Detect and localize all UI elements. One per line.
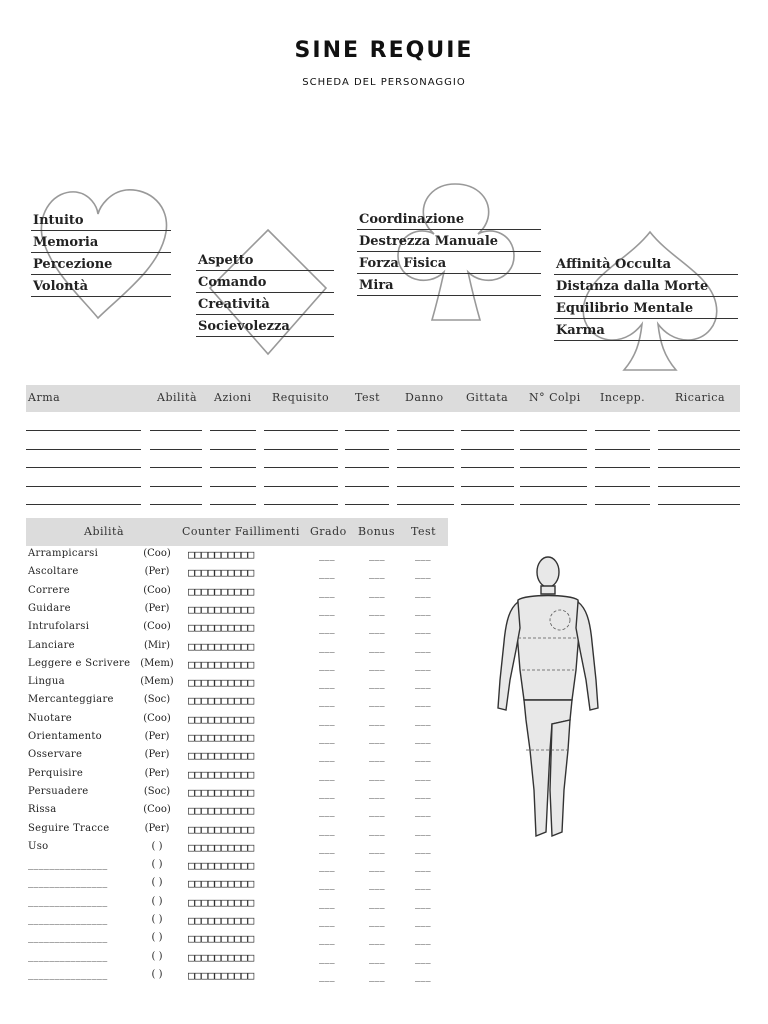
skill-attribute: ( ) xyxy=(151,877,163,889)
attribute-equilibrio-mentale: Equilibrio Mentale xyxy=(554,300,738,319)
skill-name: Persuadere xyxy=(28,785,89,797)
skill-fail-checkboxes[interactable]: □□□□□□□□□□ xyxy=(188,731,255,744)
skill-attribute: (Per) xyxy=(144,731,170,742)
skill-bonus-field[interactable]: ___ xyxy=(369,568,385,580)
skill-attribute: (Coo) xyxy=(143,584,171,596)
skill-name: Uso xyxy=(28,840,49,852)
skill-bonus-field[interactable]: ___ xyxy=(369,641,385,653)
skill-name: Mercanteggiare xyxy=(28,694,114,706)
weapon-row-1-cell-10[interactable] xyxy=(658,430,740,431)
weapon-row-2-cell-2[interactable] xyxy=(150,449,202,450)
weapons-col-arma: Arma xyxy=(28,391,61,404)
weapon-row-3-cell-4[interactable] xyxy=(264,467,338,468)
attribute-karma: Karma xyxy=(554,322,738,341)
skill-attribute: ( ) xyxy=(151,932,163,944)
skill-test-field[interactable]: ___ xyxy=(415,879,431,891)
skill-bonus-field[interactable]: ___ xyxy=(369,952,385,964)
weapon-row-1-cell-1[interactable] xyxy=(26,430,141,431)
skill-name-blank[interactable]: _______________ xyxy=(28,932,108,944)
skill-test-field[interactable]: ___ xyxy=(415,842,431,854)
weapon-row-4-cell-8[interactable] xyxy=(520,486,587,487)
skills-col-bonus: Bonus xyxy=(358,525,396,538)
weapon-row-2-cell-10[interactable] xyxy=(658,449,740,450)
skill-bonus-field[interactable]: ___ xyxy=(369,916,385,927)
skill-grado-field[interactable]: ___ xyxy=(319,916,335,927)
skill-fail-checkboxes[interactable]: □□□□□□□□□□ xyxy=(188,657,255,671)
attribute-affinita-occulta: Affinità Occulta xyxy=(554,256,738,275)
skill-grado-field[interactable]: ___ xyxy=(319,970,335,982)
skill-name: Leggere e Scrivere xyxy=(28,657,131,669)
attribute-aspetto: Aspetto xyxy=(196,252,334,271)
skill-name-blank[interactable]: _______________ xyxy=(28,895,108,907)
skill-fail-checkboxes[interactable]: □□□□□□□□□□ xyxy=(188,968,255,982)
skill-grado-field[interactable]: ___ xyxy=(319,787,335,799)
weapon-row-2-cell-8[interactable] xyxy=(520,449,587,450)
weapon-row-5-cell-7[interactable] xyxy=(461,504,514,505)
skills-col-abilita: Abilità xyxy=(84,525,125,538)
skill-bonus-field[interactable]: ___ xyxy=(369,696,385,708)
skill-name-blank[interactable]: _______________ xyxy=(28,968,108,980)
skill-bonus-field[interactable]: ___ xyxy=(369,623,385,635)
skill-attribute: (Mem) xyxy=(140,657,174,669)
skill-attribute: ( ) xyxy=(151,840,163,852)
skill-bonus-field[interactable]: ___ xyxy=(369,806,385,818)
skill-bonus-field[interactable]: ___ xyxy=(369,824,385,836)
weapon-row-2-cell-5[interactable] xyxy=(345,449,389,450)
weapon-row-4-cell-2[interactable] xyxy=(150,486,202,487)
attribute-comando: Comando xyxy=(196,274,334,293)
skill-bonus-field[interactable]: ___ xyxy=(369,659,385,671)
weapon-row-1-cell-5[interactable] xyxy=(345,430,389,431)
skill-grado-field[interactable]: ___ xyxy=(319,659,335,671)
weapon-row-5-cell-8[interactable] xyxy=(520,504,587,505)
skill-bonus-field[interactable]: ___ xyxy=(369,769,385,781)
skills-col-grado: Grado xyxy=(310,525,347,538)
skill-fail-checkboxes[interactable]: □□□□□□□□□□ xyxy=(188,950,255,964)
skill-fail-checkboxes[interactable]: □□□□□□□□□□ xyxy=(188,584,255,598)
weapon-row-4-cell-9[interactable] xyxy=(595,486,650,487)
skill-fail-checkboxes[interactable]: □□□□□□□□□□ xyxy=(188,895,255,909)
skill-fail-checkboxes[interactable]: □□□□□□□□□□ xyxy=(188,749,255,763)
skill-attribute: ( ) xyxy=(151,914,163,925)
weapon-row-4-cell-5[interactable] xyxy=(345,486,389,487)
skill-test-field[interactable]: ___ xyxy=(415,824,431,836)
weapon-row-5-cell-10[interactable] xyxy=(658,504,740,505)
skill-name: Perquisire xyxy=(28,767,84,779)
skill-grado-field[interactable]: ___ xyxy=(319,952,335,964)
skill-fail-checkboxes[interactable]: □□□□□□□□□□ xyxy=(188,602,255,616)
skill-test-field[interactable]: ___ xyxy=(415,604,431,616)
skill-test-field[interactable]: ___ xyxy=(415,787,431,799)
skill-name-blank[interactable]: _______________ xyxy=(28,950,108,962)
weapon-row-3-cell-2[interactable] xyxy=(150,467,202,468)
skill-test-field[interactable]: ___ xyxy=(415,916,431,927)
skill-name: Guidare xyxy=(28,602,71,614)
weapon-row-1-cell-2[interactable] xyxy=(150,430,202,431)
skill-fail-checkboxes[interactable]: □□□□□□□□□□ xyxy=(188,804,255,818)
attribute-mira: Mira xyxy=(357,277,541,296)
skill-test-field[interactable]: ___ xyxy=(415,733,431,744)
skill-name: Ascoltare xyxy=(28,566,79,578)
skill-test-field[interactable]: ___ xyxy=(415,952,431,964)
skill-grado-field[interactable]: ___ xyxy=(319,714,335,726)
skill-test-field[interactable]: ___ xyxy=(415,806,431,818)
skill-attribute: (Per) xyxy=(144,749,170,761)
attribute-intuito: Intuito xyxy=(31,212,171,231)
weapon-row-5-cell-1[interactable] xyxy=(26,504,141,505)
skill-bonus-field[interactable]: ___ xyxy=(369,787,385,799)
skill-bonus-field[interactable]: ___ xyxy=(369,714,385,726)
skill-grado-field[interactable]: ___ xyxy=(319,623,335,635)
skill-fail-checkboxes[interactable]: □□□□□□□□□□ xyxy=(188,877,255,891)
attribute-percezione: Percezione xyxy=(31,256,171,275)
skill-test-field[interactable]: ___ xyxy=(415,934,431,946)
weapon-row-1-cell-4[interactable] xyxy=(264,430,338,431)
skill-name: Arrampicarsi xyxy=(28,548,99,559)
skill-attribute: ( ) xyxy=(151,895,163,907)
skill-grado-field[interactable]: ___ xyxy=(319,879,335,891)
skill-fail-checkboxes[interactable]: □□□□□□□□□□ xyxy=(188,676,255,690)
weapon-row-4-cell-1[interactable] xyxy=(26,486,141,487)
skill-fail-checkboxes[interactable]: □□□□□□□□□□ xyxy=(188,712,255,726)
skill-grado-field[interactable]: ___ xyxy=(319,733,335,744)
skill-attribute: ( ) xyxy=(151,950,163,962)
weapon-row-1-cell-9[interactable] xyxy=(595,430,650,431)
skill-grado-field[interactable]: ___ xyxy=(319,842,335,854)
weapons-col-abilita: Abilità xyxy=(157,391,198,404)
skill-test-field[interactable]: ___ xyxy=(415,714,431,726)
skill-grado-field[interactable]: ___ xyxy=(319,696,335,708)
skill-attribute: (Coo) xyxy=(143,548,171,559)
skill-test-field[interactable]: ___ xyxy=(415,641,431,653)
skill-bonus-field[interactable]: ___ xyxy=(369,934,385,946)
skill-fail-checkboxes[interactable]: □□□□□□□□□□ xyxy=(188,840,255,854)
skill-bonus-field[interactable]: ___ xyxy=(369,842,385,854)
skill-name: Lanciare xyxy=(28,639,75,651)
weapon-row-4-cell-10[interactable] xyxy=(658,486,740,487)
weapon-row-3-cell-8[interactable] xyxy=(520,467,587,468)
skill-grado-field[interactable]: ___ xyxy=(319,806,335,818)
skill-fail-checkboxes[interactable]: □□□□□□□□□□ xyxy=(188,767,255,781)
skill-fail-checkboxes[interactable]: □□□□□□□□□□ xyxy=(188,694,255,708)
skill-name: Rissa xyxy=(28,804,57,816)
skill-fail-checkboxes[interactable]: □□□□□□□□□□ xyxy=(188,859,255,873)
skill-attribute: (Coo) xyxy=(143,804,171,816)
skill-grado-field[interactable]: ___ xyxy=(319,751,335,763)
skill-attribute: (Per) xyxy=(144,602,170,614)
skill-attribute: (Per) xyxy=(144,822,170,834)
skill-attribute: (Per) xyxy=(144,566,170,578)
skill-grado-field[interactable]: ___ xyxy=(319,934,335,946)
skill-bonus-field[interactable]: ___ xyxy=(369,897,385,909)
skill-name: Seguire Tracce xyxy=(28,822,110,834)
skill-attribute: (Per) xyxy=(144,767,170,779)
skill-test-field[interactable]: ___ xyxy=(415,861,431,873)
attribute-creativita: Creatività xyxy=(196,296,334,315)
page-title: SINE REQUIE xyxy=(294,38,474,63)
weapon-row-4-cell-4[interactable] xyxy=(264,486,338,487)
skill-test-field[interactable]: ___ xyxy=(415,696,431,708)
skill-grado-field[interactable]: ___ xyxy=(319,641,335,653)
skill-attribute: (Coo) xyxy=(143,712,171,724)
skill-bonus-field[interactable]: ___ xyxy=(369,751,385,763)
skills-col-counter: Counter Faillimenti xyxy=(182,525,300,538)
skill-name: Correre xyxy=(28,584,70,596)
skill-fail-checkboxes[interactable]: □□□□□□□□□□ xyxy=(188,785,255,799)
weapon-row-2-cell-6[interactable] xyxy=(397,449,454,450)
skill-grado-field[interactable]: ___ xyxy=(319,861,335,873)
skill-name: Osservare xyxy=(28,749,83,761)
skill-fail-checkboxes[interactable]: □□□□□□□□□□ xyxy=(188,822,255,836)
weapon-row-2-cell-7[interactable] xyxy=(461,449,514,450)
skill-fail-checkboxes[interactable]: □□□□□□□□□□ xyxy=(188,621,255,635)
weapon-row-5-cell-2[interactable] xyxy=(150,504,202,505)
skill-bonus-field[interactable]: ___ xyxy=(369,970,385,982)
weapon-row-3-cell-1[interactable] xyxy=(26,467,141,468)
skill-bonus-field[interactable]: ___ xyxy=(369,604,385,616)
skill-name-blank[interactable]: _______________ xyxy=(28,859,108,871)
skill-grado-field[interactable]: ___ xyxy=(319,824,335,836)
skill-test-field[interactable]: ___ xyxy=(415,659,431,671)
weapons-col-gittata: Gittata xyxy=(466,391,509,404)
weapon-row-2-cell-4[interactable] xyxy=(264,449,338,450)
skill-bonus-field[interactable]: ___ xyxy=(369,678,385,690)
attribute-memoria: Memoria xyxy=(31,234,171,253)
weapon-row-3-cell-6[interactable] xyxy=(397,467,454,468)
skill-bonus-field[interactable]: ___ xyxy=(369,861,385,873)
skill-test-field[interactable]: ___ xyxy=(415,970,431,982)
skill-fail-checkboxes[interactable]: □□□□□□□□□□ xyxy=(188,639,255,653)
skill-bonus-field[interactable]: ___ xyxy=(369,879,385,891)
skill-grado-field[interactable]: ___ xyxy=(319,769,335,781)
skill-attribute: (Mir) xyxy=(143,639,171,651)
weapon-row-2-cell-9[interactable] xyxy=(595,449,650,450)
skill-test-field[interactable]: ___ xyxy=(415,897,431,909)
skill-name-blank[interactable]: _______________ xyxy=(28,877,108,889)
weapon-row-5-cell-9[interactable] xyxy=(595,504,650,505)
weapons-col-azioni: Azioni xyxy=(214,391,252,404)
skill-name: Orientamento xyxy=(28,731,102,742)
human-body-silhouette-icon xyxy=(488,550,608,850)
weapon-row-1-cell-7[interactable] xyxy=(461,430,514,431)
weapon-row-5-cell-5[interactable] xyxy=(345,504,389,505)
weapon-row-5-cell-6[interactable] xyxy=(397,504,454,505)
weapon-row-1-cell-8[interactable] xyxy=(520,430,587,431)
skill-bonus-field[interactable]: ___ xyxy=(369,733,385,744)
skill-name-blank[interactable]: _______________ xyxy=(28,914,108,925)
attribute-distanza-dalla-morte: Distanza dalla Morte xyxy=(554,278,738,297)
weapon-row-1-cell-6[interactable] xyxy=(397,430,454,431)
weapon-row-2-cell-3[interactable] xyxy=(210,449,256,450)
skill-fail-checkboxes[interactable]: □□□□□□□□□□ xyxy=(188,932,255,946)
skill-attribute: (Mem) xyxy=(140,676,174,688)
skill-grado-field[interactable]: ___ xyxy=(319,678,335,690)
skills-col-test: Test xyxy=(411,525,437,538)
skill-name: Intrufolarsi xyxy=(28,621,90,633)
weapon-row-3-cell-10[interactable] xyxy=(658,467,740,468)
weapon-row-1-cell-3[interactable] xyxy=(210,430,256,431)
attribute-socievolezza: Socievolezza xyxy=(196,318,334,337)
skill-test-field[interactable]: ___ xyxy=(415,678,431,690)
weapons-col-test: Test xyxy=(355,391,381,404)
skill-grado-field[interactable]: ___ xyxy=(319,568,335,580)
attribute-destrezza-manuale: Destrezza Manuale xyxy=(357,233,541,252)
skill-attribute: (Coo) xyxy=(143,621,171,633)
weapons-col-n-colpi: N° Colpi xyxy=(529,391,581,404)
weapon-row-3-cell-5[interactable] xyxy=(345,467,389,468)
skill-name: Nuotare xyxy=(28,712,72,724)
skill-attribute: (Soc) xyxy=(143,694,171,706)
weapons-col-requisito: Requisito xyxy=(272,391,330,404)
skill-bonus-field[interactable]: ___ xyxy=(369,586,385,598)
skill-fail-checkboxes[interactable]: □□□□□□□□□□ xyxy=(188,566,255,580)
weapons-col-danno: Danno xyxy=(405,391,444,404)
skill-test-field[interactable]: ___ xyxy=(415,586,431,598)
skill-test-field[interactable]: ___ xyxy=(415,623,431,635)
skill-attribute: ( ) xyxy=(151,859,163,871)
skill-grado-field[interactable]: ___ xyxy=(319,586,335,598)
weapon-row-3-cell-9[interactable] xyxy=(595,467,650,468)
skill-bonus-field[interactable]: ___ xyxy=(369,550,385,561)
skill-attribute: (Soc) xyxy=(143,785,171,797)
skill-test-field[interactable]: ___ xyxy=(415,568,431,580)
skill-test-field[interactable]: ___ xyxy=(415,751,431,763)
weapons-col-ricarica: Ricarica xyxy=(675,391,726,404)
attribute-forza-fisica: Forza Fisica xyxy=(357,255,541,274)
skill-attribute: ( ) xyxy=(151,968,163,980)
attribute-volonta: Volontà xyxy=(31,278,171,297)
weapon-row-3-cell-7[interactable] xyxy=(461,467,514,468)
skill-fail-checkboxes[interactable]: □□□□□□□□□□ xyxy=(188,914,255,927)
skill-test-field[interactable]: ___ xyxy=(415,550,431,561)
weapons-col-incepp: Incepp. xyxy=(600,391,646,404)
weapon-row-4-cell-3[interactable] xyxy=(210,486,256,487)
attribute-coordinazione: Coordinazione xyxy=(357,211,541,230)
skill-fail-checkboxes[interactable]: □□□□□□□□□□ xyxy=(188,548,255,561)
weapon-row-4-cell-6[interactable] xyxy=(397,486,454,487)
weapon-row-4-cell-7[interactable] xyxy=(461,486,514,487)
skill-test-field[interactable]: ___ xyxy=(415,769,431,781)
page-subtitle: SCHEDA DEL PERSONAGGIO xyxy=(302,77,466,88)
weapon-row-5-cell-4[interactable] xyxy=(264,504,338,505)
weapon-row-2-cell-1[interactable] xyxy=(26,449,141,450)
skill-grado-field[interactable]: ___ xyxy=(319,550,335,561)
skill-grado-field[interactable]: ___ xyxy=(319,897,335,909)
skill-grado-field[interactable]: ___ xyxy=(319,604,335,616)
weapon-row-5-cell-3[interactable] xyxy=(210,504,256,505)
skill-name: Lingua xyxy=(28,676,65,688)
weapon-row-3-cell-3[interactable] xyxy=(210,467,256,468)
